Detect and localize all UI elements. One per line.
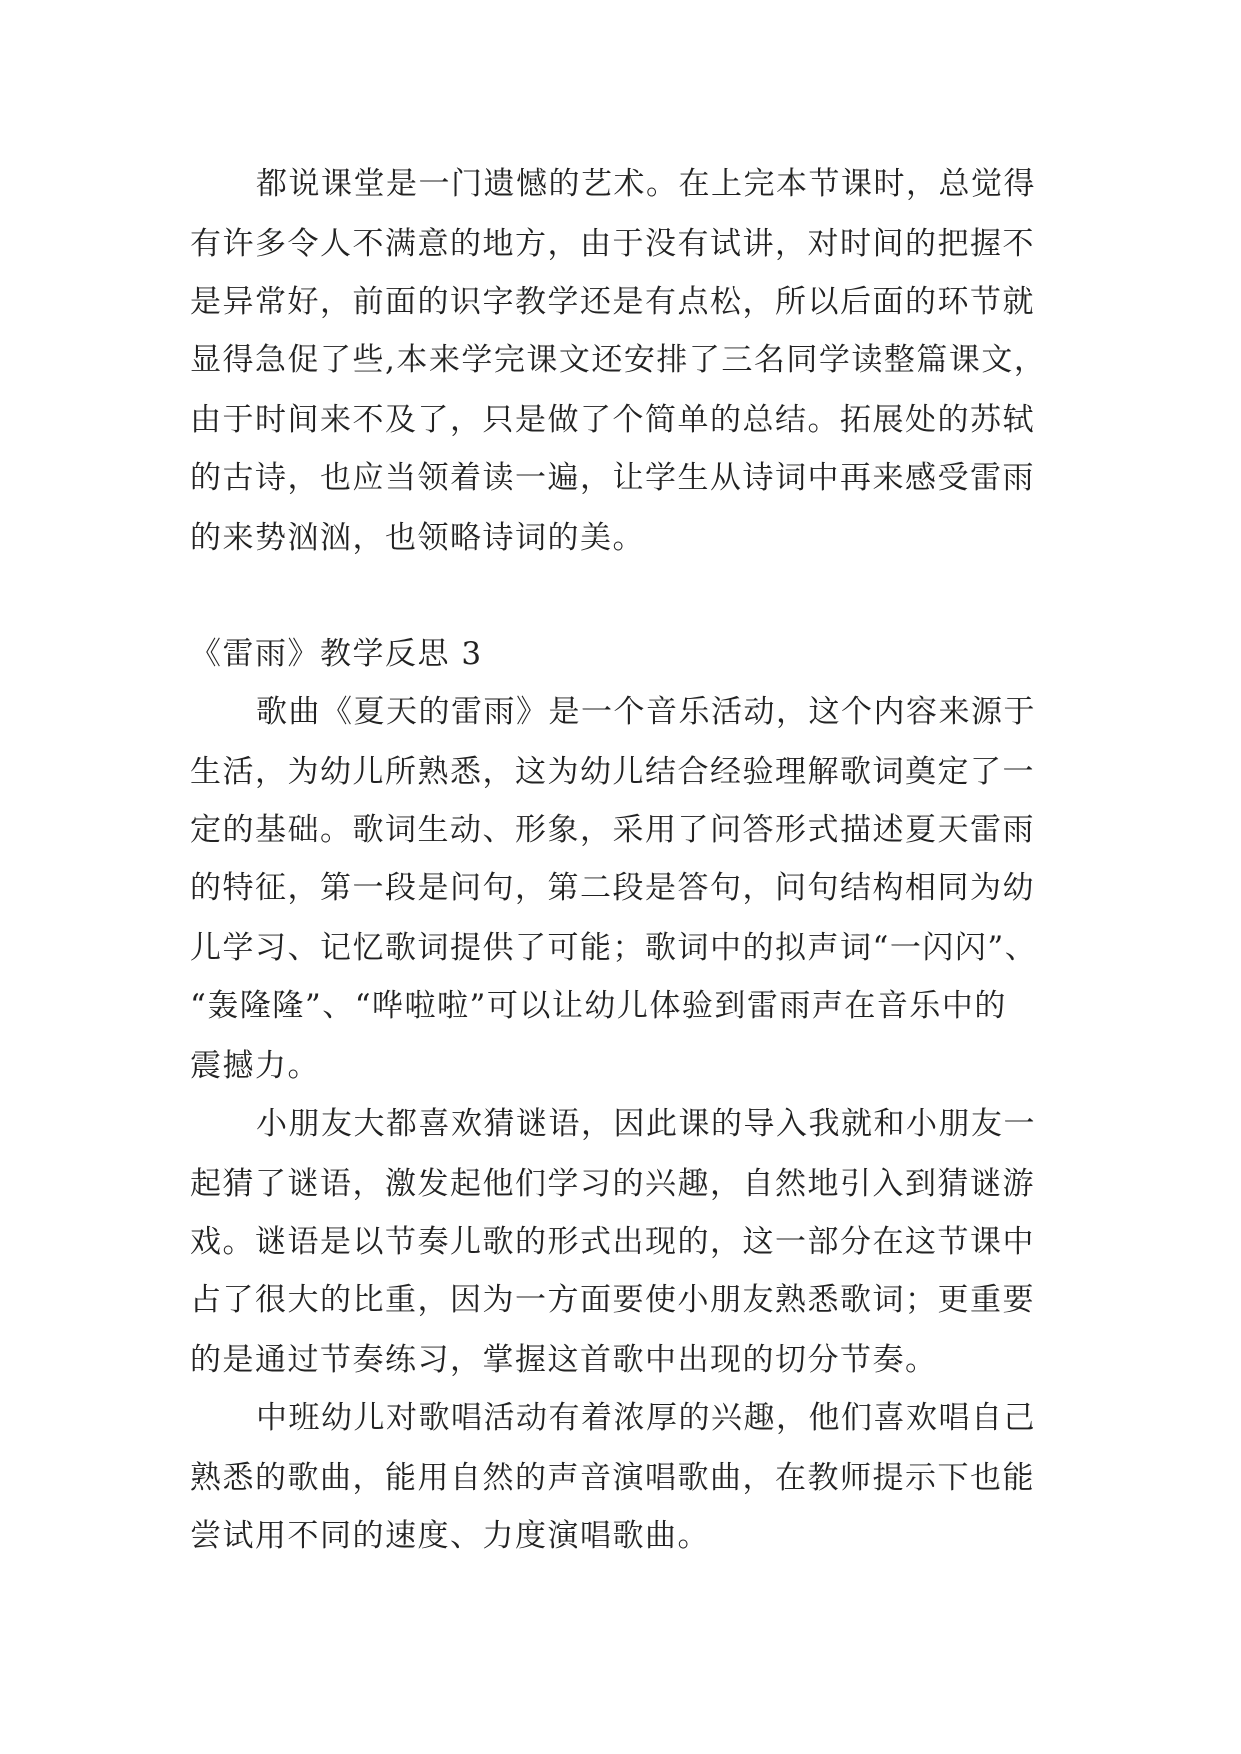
paragraph-2-line-4: 的特征，第一段是问句，第二段是答句，问句结构相同为幼: [190, 870, 1035, 906]
paragraph-1-line-4: 显得急促了些,本来学完课文还安排了三名同学读整篇课文，: [190, 342, 1047, 378]
paragraph-1-line-5: 由于时间来不及了，只是做了个简单的总结。拓展处的苏轼: [190, 402, 1035, 438]
paragraph-1-line-3: 是异常好，前面的识字教学还是有点松，所以后面的环节就: [190, 284, 1035, 320]
paragraph-2-line-6: “轰隆隆”、“哗啦啦”可以让幼儿体验到雷雨声在音乐中的: [190, 988, 1007, 1024]
paragraph-2-line-7: 震撼力。: [190, 1048, 320, 1084]
paragraph-4-line-3: 尝试用不同的速度、力度演唱歌曲。: [190, 1518, 710, 1554]
paragraph-3-line-4: 占了很大的比重，因为一方面要使小朋友熟悉歌词；更重要: [190, 1282, 1035, 1318]
paragraph-4-line-2: 熟悉的歌曲，能用自然的声音演唱歌曲，在教师提示下也能: [190, 1460, 1035, 1496]
paragraph-1-line-6: 的古诗，也应当领着读一遍，让学生从诗词中再来感受雷雨: [190, 460, 1035, 496]
paragraph-3-line-3: 戏。谜语是以节奏儿歌的形式出现的，这一部分在这节课中: [190, 1224, 1035, 1260]
paragraph-3-line-5: 的是通过节奏练习，掌握这首歌中出现的切分节奏。: [190, 1342, 938, 1378]
paragraph-4-line-1: 中班幼儿对歌唱活动有着浓厚的兴趣，他们喜欢唱自己: [256, 1400, 1036, 1436]
paragraph-2-line-5: 儿学习、记忆歌词提供了可能；歌词中的拟声词“一闪闪”、: [190, 930, 1038, 966]
paragraph-1-line-7: 的来势汹汹，也领略诗词的美。: [190, 520, 645, 556]
paragraph-1-line-2: 有许多令人不满意的地方，由于没有试讲，对时间的把握不: [190, 226, 1035, 262]
paragraph-3-line-2: 起猜了谜语，激发起他们学习的兴趣，自然地引入到猜谜游: [190, 1166, 1035, 1202]
paragraph-3-line-1: 小朋友大都喜欢猜谜语，因此课的导入我就和小朋友一: [256, 1106, 1036, 1142]
paragraph-1-line-1: 都说课堂是一门遗憾的艺术。在上完本节课时，总觉得: [256, 166, 1036, 202]
paragraph-2-line-3: 定的基础。歌词生动、形象，采用了问答形式描述夏天雷雨: [190, 812, 1035, 848]
section-title: 《雷雨》教学反思 3: [190, 636, 483, 672]
paragraph-2-line-2: 生活，为幼儿所熟悉，这为幼儿结合经验理解歌词奠定了一: [190, 754, 1035, 790]
paragraph-2-line-1: 歌曲《夏天的雷雨》是一个音乐活动，这个内容来源于: [256, 694, 1036, 730]
